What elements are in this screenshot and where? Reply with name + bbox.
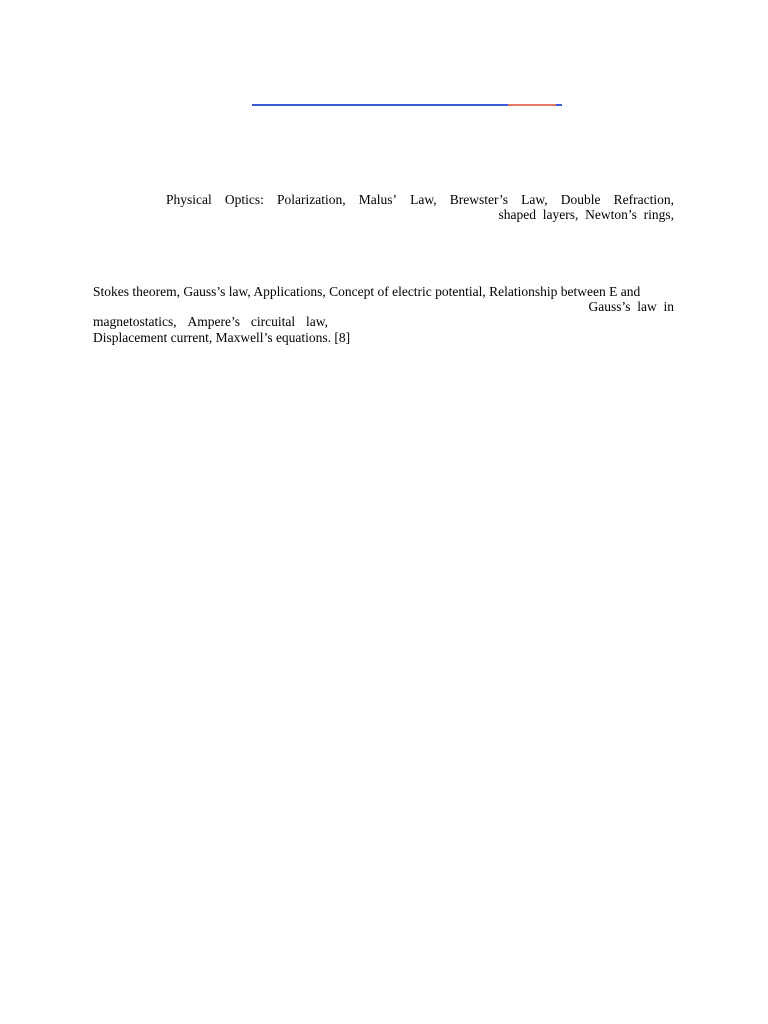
em-word: law, xyxy=(306,314,328,329)
em-word: circuital xyxy=(250,314,296,329)
em-line-1 xyxy=(93,284,674,299)
optics-line-2-text: shaped layers, Newton’s rings, xyxy=(498,207,674,222)
optics-word: Brewster’s xyxy=(449,192,508,207)
optics-word: Law, xyxy=(521,192,548,207)
optics-word: Law, xyxy=(410,192,437,207)
em-line-2 xyxy=(93,299,674,314)
optics-line-1 xyxy=(166,192,674,207)
optics-line-2 xyxy=(166,207,674,222)
em-line-3 xyxy=(93,314,328,329)
optics-word: Malus’ xyxy=(358,192,397,207)
em-line-4-text: Displacement current, Maxwell’s equations. [8] xyxy=(93,330,351,345)
optics-word: Polarization, xyxy=(277,192,346,207)
em-word: magnetostatics, xyxy=(93,314,177,329)
header-rule-red-segment xyxy=(508,104,556,106)
optics-word: Optics: xyxy=(224,192,264,207)
em-line-1-text: Stokes theorem, Gauss’s law, Applications, Concept of electric potential, Relationship between E and xyxy=(93,284,641,299)
optics-word: Refraction, xyxy=(613,192,674,207)
em-word: Ampere’s xyxy=(187,314,240,329)
em-line-2-text: Gauss’s law in xyxy=(588,299,674,314)
em-line-4 xyxy=(93,330,350,345)
optics-word: Double xyxy=(560,192,601,207)
header-rule-blue-end-segment xyxy=(556,104,562,106)
header-rule-blue-segment xyxy=(252,104,508,106)
optics-word: Physical xyxy=(166,192,212,207)
